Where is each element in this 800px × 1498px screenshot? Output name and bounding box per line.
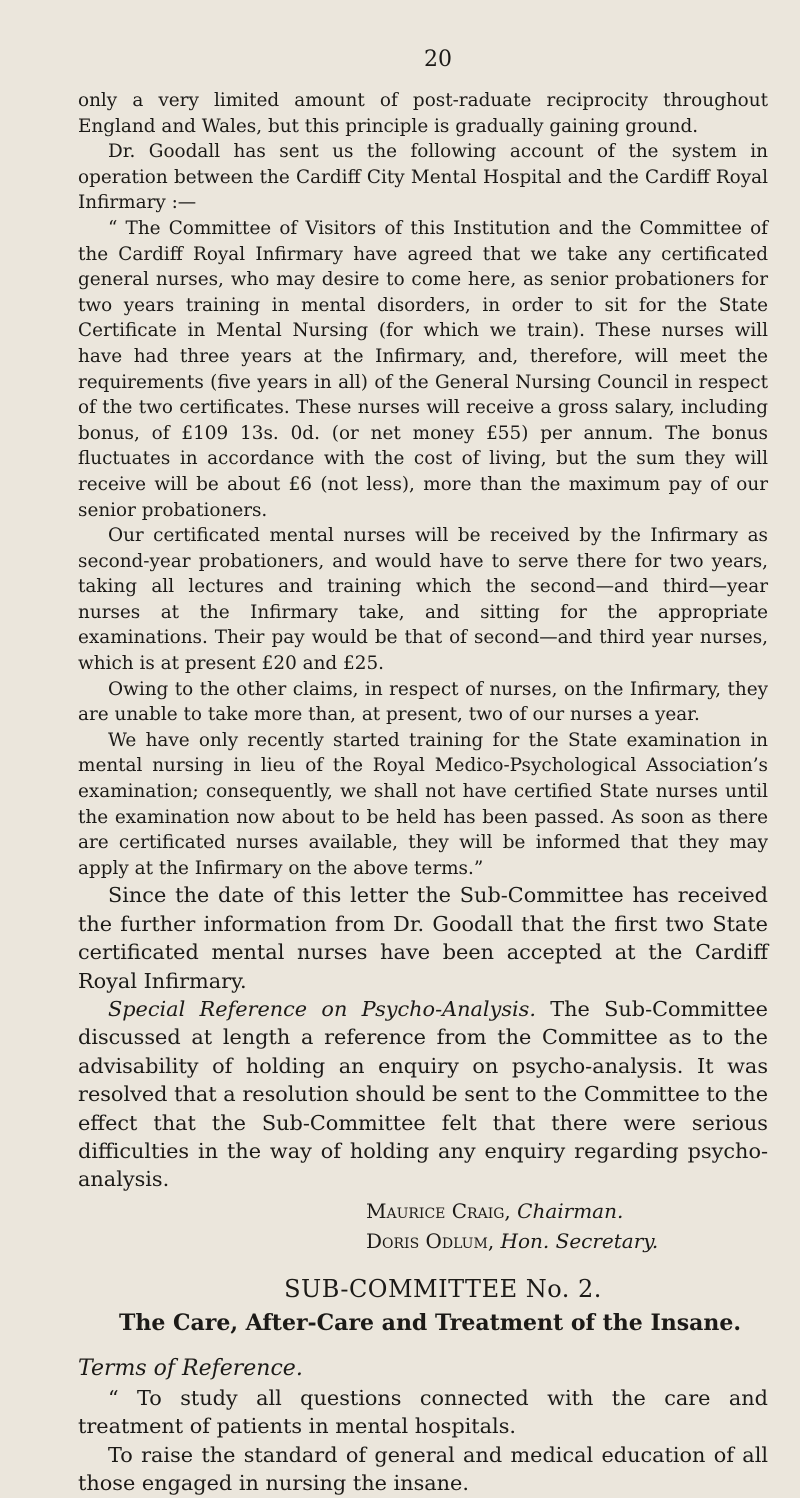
paragraph-further-information: Since the date of this letter the Sub-Committee has received the further information from Dr. Goodall that the first two State certificated mental nurses have been accepted at the Cardiff Royal Infirmary. — [78, 883, 768, 993]
terms-paragraph-standard: To raise the standard of general and medical education of all those engaged in nursing the insane. — [78, 1442, 768, 1496]
paragraph-letter-claims: Owing to the other claims, in respect of nurses, on the Infirmary, they are unable to take more than, at present, two of our nurses a year. — [78, 678, 768, 726]
paragraph-letter-training: We have only recently started training for the State examination in mental nursing in lieu of the Royal Medico-Psychological Association’s examination; consequently, we shall not have certified State nurses until the examination now about to be held has been passed. As soon as there are certificated nurses available, they will be informed that they may apply at the Infirmary on the above terms.” — [78, 729, 768, 879]
paragraph-letter-committee: “ The Committee of Visitors of this Institution and the Committee of the Cardiff Royal Infirmary have agreed that we take any certificated general nurses, who may desire to come here, as senior probationers for two years training in mental disorders, in order to sit for the State Certificate in Mental Nursing (for which we train). These nurses will have had three years at the Infirmary, and, therefore, will meet the requirements (five years in all) of the General Nursing Council in respect of the two certificates. These nurses will receive a gross salary, including bonus, of £109 13s. 0d. (or net money £55) per annum. The bonus fluctuates in accordance with the cost of living, but the sum they will receive will be about £6 (not less), more than the maximum pay of our senior probationers. — [78, 217, 768, 521]
chairman-signature — [366, 1196, 768, 1226]
secretary-name: Doris Odlum, — [366, 1228, 495, 1253]
page-number: 20 — [424, 47, 452, 72]
chairman-name: Maurice Craig, — [366, 1198, 511, 1223]
chairman-title: Chairman. — [510, 1198, 624, 1223]
body-text-section — [78, 88, 768, 881]
signature-block — [78, 1196, 768, 1256]
terms-of-reference-heading: Terms of Reference. — [78, 1355, 303, 1381]
terms-paragraph-study: “ To study all questions connected with the care and treatment of patients in mental hospitals. — [78, 1385, 768, 1439]
paragraph-letter-certificated: Our certificated mental nurses will be received by the Infirmary as second-year probationers, and would have to serve there for two years, taking all lectures and training which the second—and third—year nurses at the Infirmary take, and sitting for the appropriate examinations. Their pay would be that of second—and third year nurses, which is at present £20 and £25. — [78, 525, 768, 675]
secretary-signature — [366, 1226, 768, 1256]
paragraph-psycho-analysis — [78, 995, 768, 1194]
secretary-title: Hon. Secretary. — [494, 1228, 659, 1253]
large-text-section — [78, 881, 768, 1193]
paragraph-intro: only a very limited amount of post-raduate reciprocity throughout England and Wales, but this principle is gradually gaining ground. — [78, 90, 768, 137]
paragraph-goodall-account: Dr. Goodall has sent us the following account of the system in operation between the Cardiff City Mental Hospital and the Cardiff Royal Infirmary :— — [78, 141, 768, 214]
psycho-analysis-body: The Sub-Committee discussed at length a reference from the Committee as to the advisability of holding an enquiry on psycho-analysis. It was resolved that a resolution should be sent to the Committee to the effect that the Sub-Committee felt that there were serious difficulties in the way of holding any enquiry regarding psycho-analysis. — [78, 997, 768, 1192]
psycho-analysis-lead: Special Reference on Psycho-Analysis. — [108, 997, 536, 1022]
subcommittee-subheading: The Care, After-Care and Treatment of the Insane. — [118, 1309, 742, 1336]
terms-of-reference-section — [78, 1384, 768, 1498]
subcommittee-heading: SUB-COMMITTEE No. 2. — [284, 1274, 602, 1303]
